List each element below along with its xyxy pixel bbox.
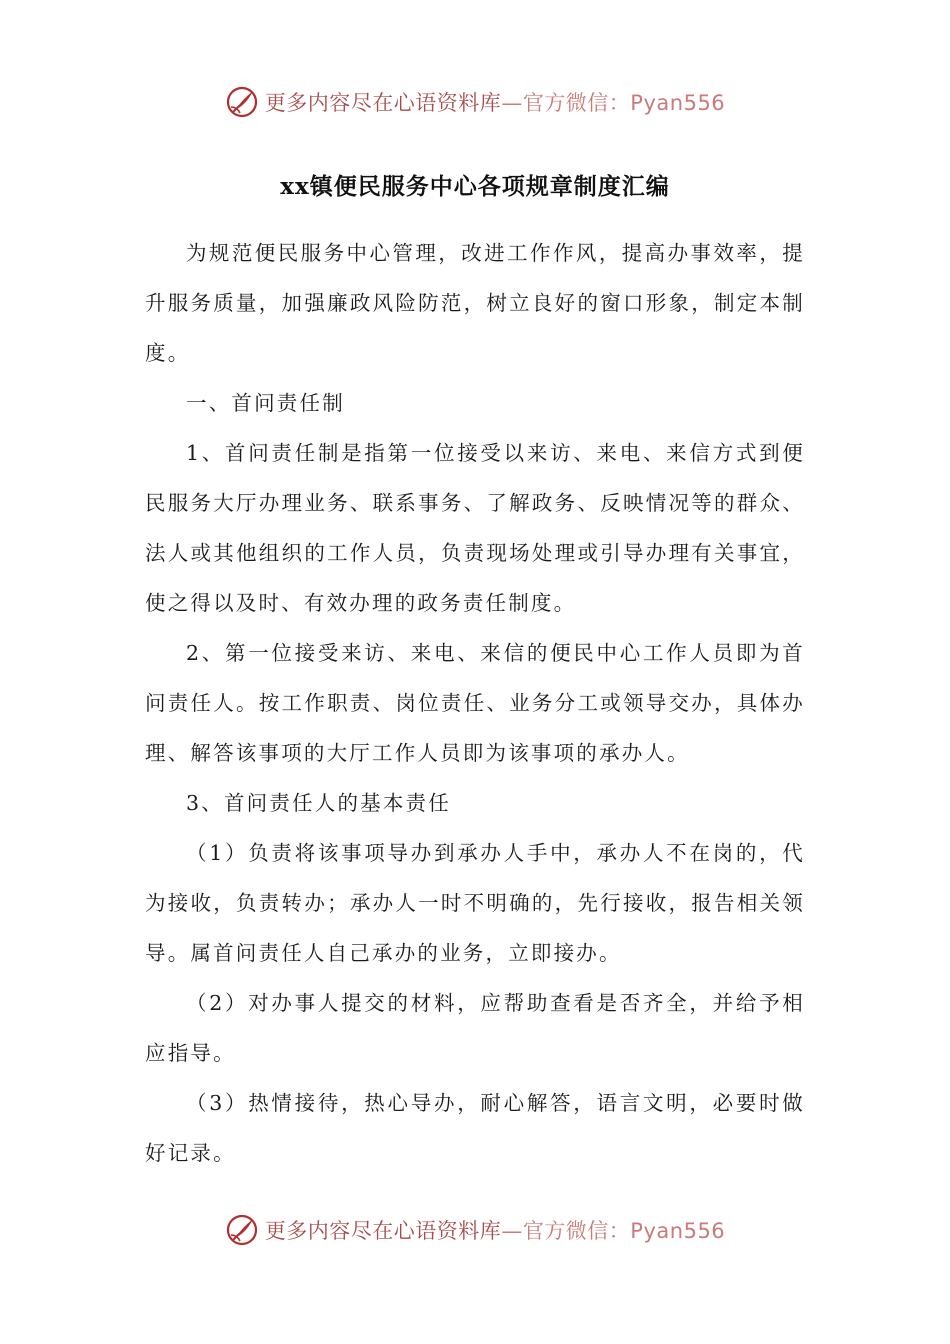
- banner-contact-text: 官方微信：Pyan556: [522, 1219, 726, 1243]
- feather-quill-icon: [225, 85, 259, 119]
- intro-paragraph: 为规范便民服务中心管理，改进工作作风，提高办事效率，提升服务质量，加强廉政风险防范，树立良好的窗口形象，制定本制度。: [145, 241, 805, 365]
- banner-dash: —: [501, 1219, 523, 1243]
- document-body: [145, 228, 805, 1178]
- banner-brand-text: 更多内容尽在心语资料库: [264, 1219, 502, 1243]
- section-heading: 一、首问责任制: [186, 391, 345, 415]
- banner-text: [265, 87, 725, 117]
- banner-contact-text: 官方微信：Pyan556: [522, 91, 726, 115]
- sub-clause-paragraph: （1）负责将该事项导办到承办人手中，承办人不在岗的，代为接收，负责转办；承办人一时不明确的，先行接收，报告相关领导。属首问责任人自己承办的业务，立即接办。: [145, 841, 805, 965]
- clause-heading: 3、首问责任人的基本责任: [186, 791, 451, 815]
- clause-paragraph: 2、第一位接受来访、来电、来信的便民中心工作人员即为首问责任人。按工作职责、岗位责任、业务分工或领导交办，具体办理、解答该事项的大厅工作人员即为该事项的承办人。: [145, 641, 805, 765]
- banner-text: [265, 1215, 725, 1245]
- sub-clause-paragraph: （2）对办事人提交的材料，应帮助查看是否齐全，并给予相应指导。: [145, 991, 805, 1065]
- clause-paragraph: 1、首问责任制是指第一位接受以来访、来电、来信方式到便民服务大厅办理业务、联系事务、了解政务、反映情况等的群众、法人或其他组织的工作人员，负责现场处理或引导办理有关事宜，使之得以及时、有效办理的政务责任制度。: [145, 441, 805, 615]
- banner-brand-text: 更多内容尽在心语资料库: [264, 91, 502, 115]
- header-watermark-banner: [0, 82, 950, 122]
- footer-watermark-banner: [0, 1210, 950, 1250]
- feather-quill-icon: [225, 1213, 259, 1247]
- document-title: xx镇便民服务中心各项规章制度汇编: [280, 173, 670, 200]
- banner-dash: —: [501, 91, 523, 115]
- sub-clause-paragraph: （3）热情接待，热心导办，耐心解答，语言文明，必要时做好记录。: [145, 1091, 805, 1165]
